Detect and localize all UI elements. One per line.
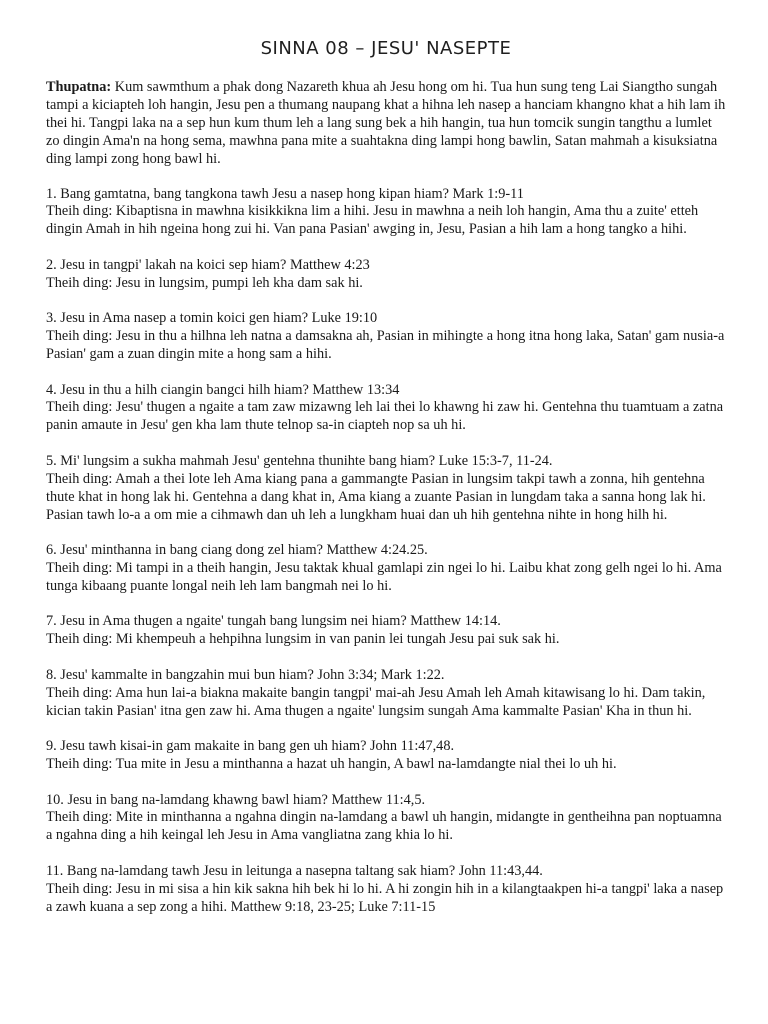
question-text: 10. Jesu in bang na-lamdang khawng bawl hiam? Matthew 11:4,5. — [46, 791, 426, 808]
document-body — [46, 79, 726, 917]
question-text: 5. Mi' lungsim a sukha mahmah Jesu' gentehna thunihte bang hiam? Luke 15:3-7, 11-24. — [46, 452, 553, 469]
question-block — [46, 613, 726, 649]
question-text: 9. Jesu tawh kisai-in gam makaite in bang gen uh hiam? John 11:47,48. — [46, 738, 455, 755]
answer-text: Theih ding: Jesu' thugen a ngaite a tam zaw mizawng leh lai thei lo khawng hi zaw hi. Gentehna thu tuamtuam a zatna panin amaute in Jesu' gen kha lam thute telnop sa-in ciapteh nop sa uh hi. — [46, 399, 724, 434]
document-title: SINNA 08 – JESU' NASEPTE — [260, 38, 512, 59]
answer-text: Theih ding: Jesu in thu a hilhna leh natna a damsakna ah, Pasian in mihingte a hong itna hong laka, Satan' gam nusia-a Pasian' gam a zuan dingin mite a hong sam a hihi. — [46, 328, 725, 363]
question-text: 3. Jesu in Ama nasep a tomin koici gen hiam? Luke 19:10 — [46, 310, 378, 327]
question-text: 2. Jesu in tangpi' lakah na koici sep hiam? Matthew 4:23 — [46, 256, 370, 273]
answer-text: Theih ding: Mi tampi in a theih hangin, Jesu taktak khual gamlapi zin ngei lo hi. Laibu khat zong gelh ngei lo hi. Ama tunga kibaang puante longal neih leh lam bangmah nei lo hi. — [46, 560, 722, 594]
question-block — [46, 310, 726, 364]
answer-text: Theih ding: Kibaptisna in mawhna kisikkikna lim a hihi. Jesu in mawhna a neih loh hangin, Ama thu a zuite' etteh dingin Amah in hih ngeina hong zui hi. Van pana Pasian' awging in, Jesu, Pasian a hih lam a hong tangko a hihi. — [46, 203, 699, 238]
answer-text: Theih ding: Jesu in lungsim, pumpi leh kha dam sak hi. — [46, 274, 363, 291]
question-text: 6. Jesu' minthanna in bang ciang dong zel hiam? Matthew 4:24.25. — [46, 542, 428, 559]
question-text: 1. Bang gamtatna, bang tangkona tawh Jesu a nasep hong kipan hiam? Mark 1:9-11 — [46, 185, 524, 202]
question-block — [46, 667, 726, 721]
question-block — [46, 186, 726, 240]
question-block — [46, 863, 726, 917]
question-block — [46, 738, 726, 774]
question-block — [46, 257, 726, 293]
answer-text: Theih ding: Ama hun lai-a biakna makaite bangin tangpi' mai-ah Jesu Amah leh Amah kitawisang lo hi. Dam takin, kician takin Pasian' itna gen zaw hi. Ama thugen a ngaite' lungsim sungah Ama kammalte Pasian' Kha in thun hi. — [46, 684, 706, 719]
intro-paragraph — [46, 79, 726, 169]
document-page — [46, 38, 726, 934]
intro-lead: Thupatna: — [46, 79, 112, 95]
answer-text: Theih ding: Amah a thei lote leh Ama kiang pana a gammangte Pasian in lungsim takpi tawh a zonna, hih gentehna thute khat in hong lak hi. Gentehna a dang khat in, Ama kiang a zuante Pasian in lungdam taka a sanna hong lak hi. Pasian tawh lo-a a om mie a cihmawh dan uh leh a lungkham huai dan uh hih gentehna nihte in hong hilh hi. — [46, 470, 706, 523]
question-text: 8. Jesu' kammalte in bangzahin mui bun hiam? John 3:34; Mark 1:22. — [46, 666, 445, 683]
answer-text: Theih ding: Mi khempeuh a hehpihna lungsim in van panin lei tungah Jesu pai suk sak hi. — [46, 631, 560, 648]
question-block — [46, 453, 726, 525]
answer-text: Theih ding: Tua mite in Jesu a minthanna a hazat uh hangin, A bawl na-lamdangte nial thei lo uh hi. — [46, 756, 617, 773]
answer-text: Theih ding: Jesu in mi sisa a hin kik sakna hih bek hi lo hi. A hi zongin hih in a kilangtaakpen hi-a tangpi' laka a nasep a zawh kuana a sep zong a hihi. Matthew 9:18, 23-25; Luke 7:11-15 — [46, 880, 724, 915]
question-block — [46, 542, 726, 596]
intro-text: Kum sawmthum a phak dong Nazareth khua ah Jesu hong om hi. Tua hun sung teng Lai Siangtho sungah tampi a kiciapteh loh hangin, Jesu pen a thumang naupang khat a hihna leh nasep a hanciam khangno khat a hih lam ih thei hi. Tangpi laka na a sep hun kum thum leh a lang sung bek a hih hangin, tua hun tomcik sungin tangthu a lumlet zo dingin Ama'n na hong sema, mawhna pana mite a suahtakna ding lampi hong bawlin, Satan mahmah a kisuksiatna ding lampi zong hong bawl hi. — [46, 79, 726, 167]
question-text: 4. Jesu in thu a hilh ciangin bangci hilh hiam? Matthew 13:34 — [46, 381, 400, 398]
question-block — [46, 382, 726, 436]
answer-text: Theih ding: Mite in minthanna a ngahna dingin na-lamdang a bawl uh hangin, midangte in gentheihna pan noptuamna a ngahna ding a hih keingal leh Jesu in Ama vangliatna zang khia lo hi. — [46, 809, 722, 844]
question-text: 11. Bang na-lamdang tawh Jesu in leitunga a nasepna taltang sak hiam? John 11:43,44. — [46, 862, 543, 879]
question-text: 7. Jesu in Ama thugen a ngaite' tungah bang lungsim nei hiam? Matthew 14:14. — [46, 613, 501, 630]
question-block — [46, 792, 726, 846]
